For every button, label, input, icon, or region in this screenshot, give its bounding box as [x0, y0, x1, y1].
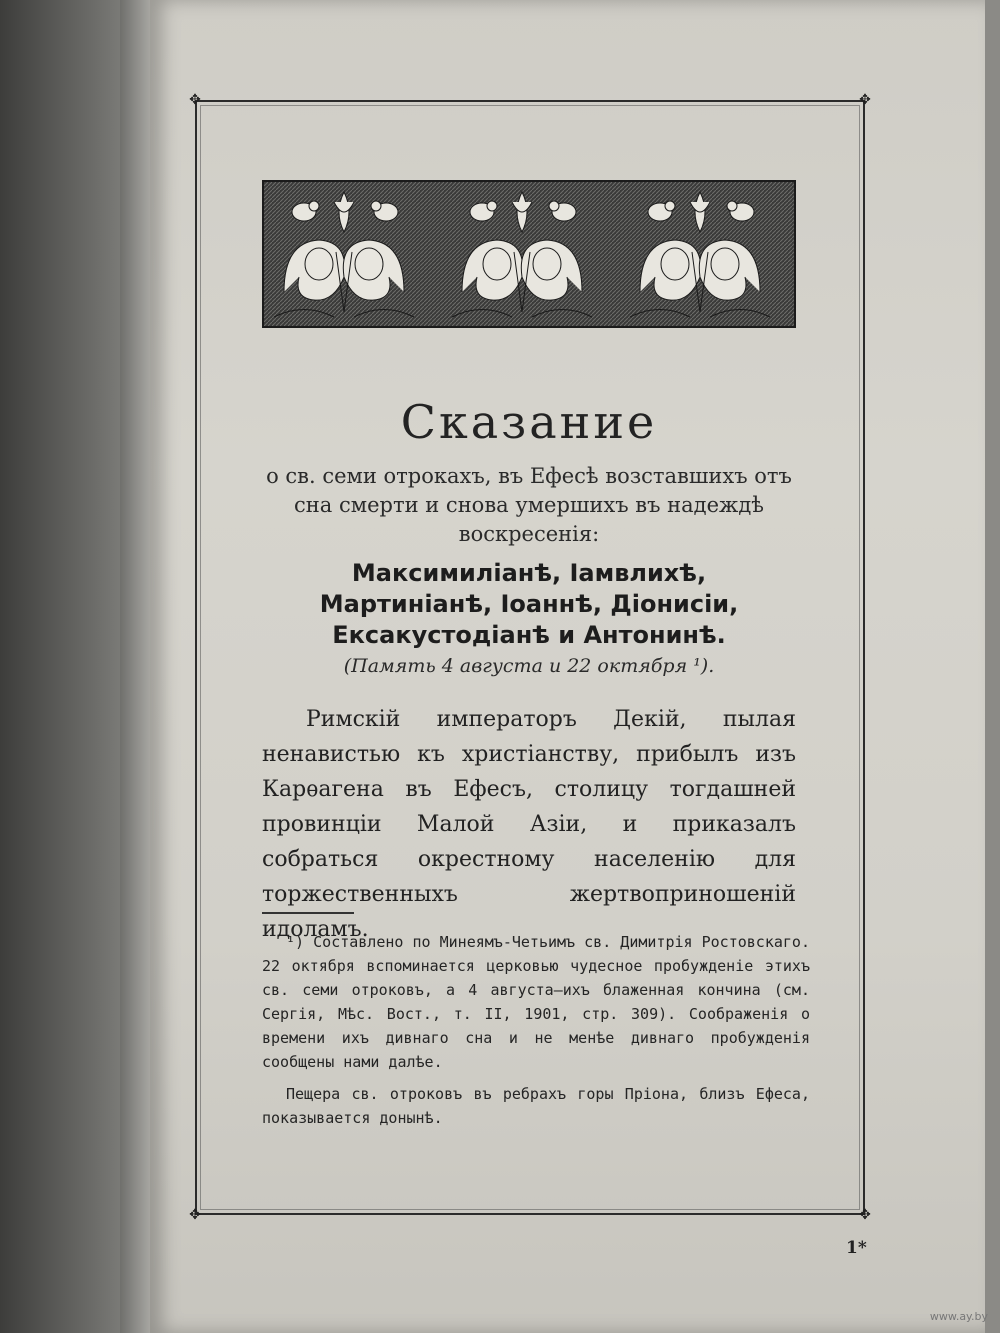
right-background: [985, 0, 1000, 1333]
footnotes: [262, 930, 810, 1130]
commemoration-dates: (Память 4 августа и 22 октября ¹).: [343, 655, 715, 677]
rosette-icon: ✥: [859, 92, 871, 108]
footnote-divider: [262, 912, 354, 914]
footnote-1: ¹) Составлено по Минеямъ-Четьимъ св. Димитрія Ростовскаго. 22 октября вспоминается церковью чудесное пробужденіе этихъ св. семи отроковъ, а 4 августа—ихъ блаженная кончина (см. Сергія, Мѣс. Вост., т. II, 1901, стр. 309). Соображенія о времени ихъ дивнаго сна и не менѣе дивнаго пробужденія сообщены нами далѣе.: [262, 933, 810, 1071]
page-number: 1*: [846, 1238, 867, 1258]
document-title: Сказание: [400, 395, 658, 449]
document-subtitle: о св. семи отрокахъ, въ Ефесѣ возставшихъ отъ сна смерти и снова умершихъ въ надеждѣ воскресенія:: [266, 464, 792, 546]
watermark: www.ay.by: [929, 1310, 988, 1323]
floral-birds-ornament: [262, 180, 796, 328]
rosette-icon: ✥: [859, 1207, 871, 1223]
body-paragraph: Римскій императоръ Декій, пылая ненавистью къ христіанству, прибылъ изъ Карѳагена въ Ефесъ, столицу тогдашней провинціи Малой Азіи, и приказалъ собраться окрестному населенію для торжественныхъ жертвоприношеній идоламъ.: [262, 707, 796, 942]
rosette-icon: ✥: [189, 92, 201, 108]
footnote-2: Пещера св. отроковъ въ ребрахъ горы Пріона, близъ Ефеса, показывается донынѣ.: [262, 1085, 810, 1127]
saints-names: Максимиліанѣ, Іамвлихѣ, Мартиніанѣ, Іоаннѣ, Діонисіи, Ексакустодіанѣ и Антонинѣ.: [319, 559, 739, 649]
rosette-icon: ✥: [189, 1207, 201, 1223]
